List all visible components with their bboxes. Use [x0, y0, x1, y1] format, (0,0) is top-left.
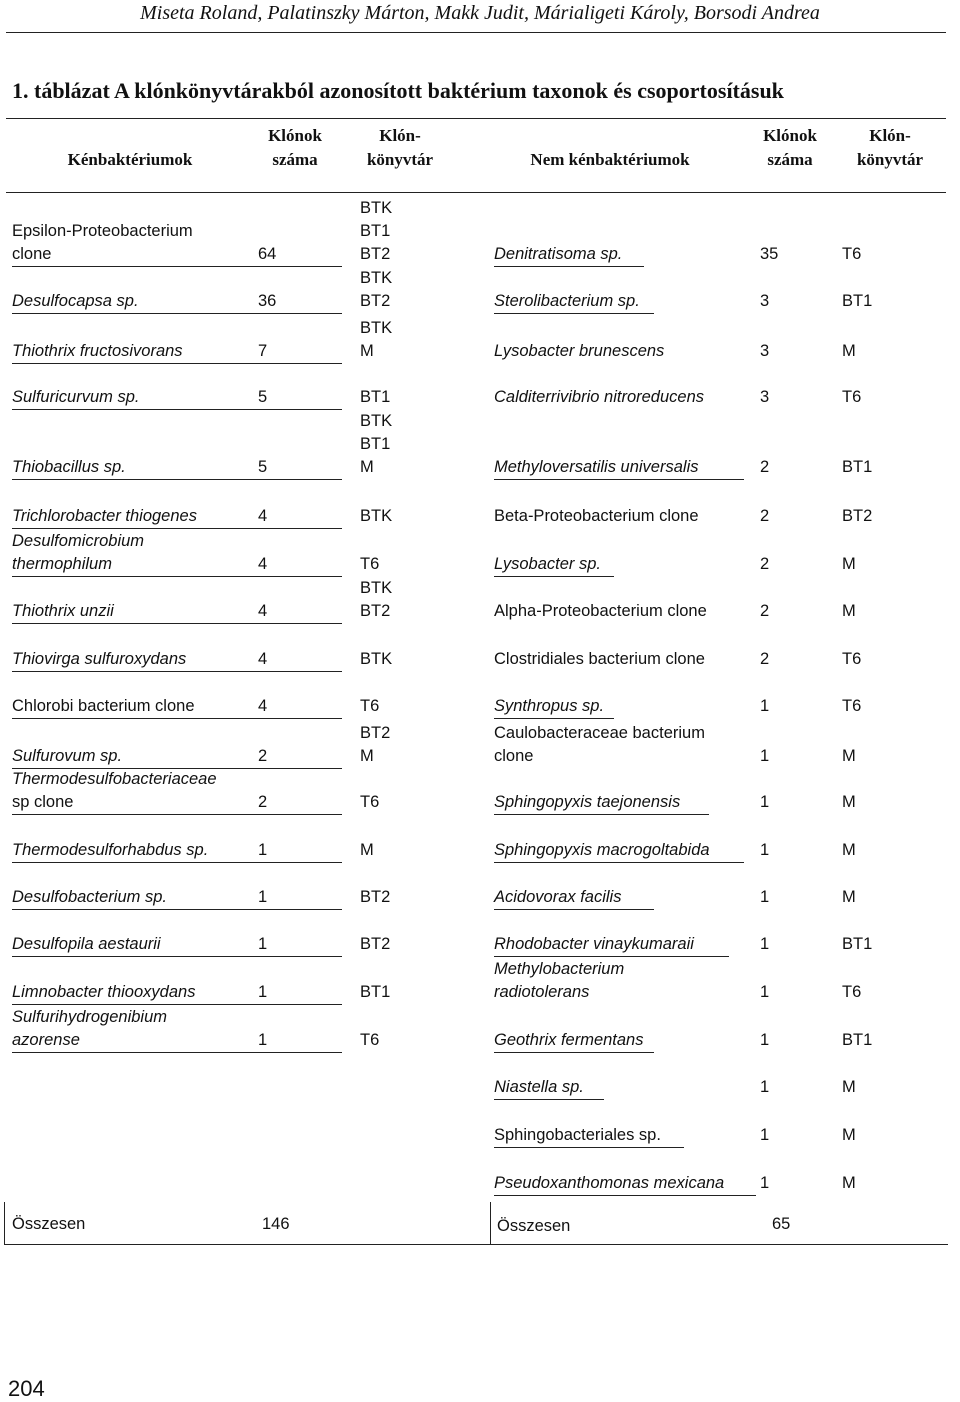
left-taxon-name-cont: thermophilum [12, 555, 112, 573]
right-library: M [842, 841, 856, 859]
row-underline [494, 718, 614, 719]
right-clone-count: 1 [760, 841, 770, 859]
row-underline [12, 479, 342, 480]
left-library: T6 [360, 1031, 380, 1049]
right-taxon-name: Beta-Proteobacterium clone [494, 507, 699, 525]
right-taxon-name: Sterolibacterium sp. [494, 292, 640, 310]
right-library: M [842, 1174, 856, 1192]
left-library: BTK [360, 412, 393, 430]
right-clone-count: 1 [760, 983, 770, 1001]
right-taxon-name: Denitratisoma sp. [494, 245, 623, 263]
table-header-rule [6, 192, 946, 193]
right-taxon-name-cont: radiotolerans [494, 983, 590, 1001]
left-clone-count: 4 [258, 650, 268, 668]
table-bottom-rule [4, 1244, 948, 1245]
right-clone-count: 1 [760, 1174, 770, 1192]
table-title: 1. táblázat A klónkönyvtárakból azonosított baktérium taxonok és csoportosításuk [12, 78, 784, 103]
right-library: T6 [842, 650, 862, 668]
header-right-taxa: Nem kénbaktériumok [530, 150, 690, 169]
right-clone-count: 1 [760, 888, 770, 906]
left-clone-count: 1 [258, 1031, 268, 1049]
left-clone-count: 7 [258, 342, 268, 360]
left-total-label: Összesen [12, 1215, 86, 1233]
right-clone-count: 3 [760, 388, 770, 406]
row-underline [12, 1004, 342, 1005]
right-clone-count: 3 [760, 292, 770, 310]
row-underline [12, 718, 342, 719]
row-underline [494, 1195, 756, 1196]
left-taxon-name: Thermodesulfobacteriaceae [12, 770, 217, 788]
right-library: M [842, 888, 856, 906]
header-rule [6, 32, 946, 33]
right-library: T6 [842, 697, 862, 715]
right-taxon-name: Acidovorax facilis [494, 888, 622, 906]
left-library: BT1 [360, 435, 391, 453]
left-taxon-name: Desulfomicrobium [12, 532, 145, 550]
right-taxon-name: Sphingopyxis macrogoltabida [494, 841, 710, 859]
row-underline [494, 313, 654, 314]
right-taxon-name: Methyloversatilis universalis [494, 458, 699, 476]
right-library: M [842, 1126, 856, 1144]
left-clone-count: 1 [258, 983, 268, 1001]
right-clone-count: 1 [760, 747, 770, 765]
left-taxon-name-cont: clone [12, 245, 52, 263]
header-left-library-line1: Klón- [379, 126, 421, 145]
right-taxon-name: Caulobacteraceae bacterium [494, 724, 705, 742]
right-library: M [842, 555, 856, 573]
left-library: BTK [360, 579, 393, 597]
left-library: M [360, 342, 374, 360]
left-clone-count: 4 [258, 555, 268, 573]
right-library: M [842, 602, 856, 620]
row-underline [12, 363, 342, 364]
right-clone-count: 1 [760, 697, 770, 715]
row-underline [494, 956, 729, 957]
right-taxon-name: Rhodobacter vinaykumaraii [494, 935, 694, 953]
row-underline [12, 266, 342, 267]
left-taxon-name: Epsilon-Proteobacterium [12, 222, 193, 240]
left-library: BT2 [360, 935, 391, 953]
right-clone-count: 1 [760, 793, 770, 811]
right-taxon-name: Calditerrivibrio nitroreducens [494, 388, 705, 406]
left-library: BTK [360, 269, 393, 287]
row-underline [494, 1052, 654, 1053]
left-taxon-name: Desulfobacterium sp. [12, 888, 167, 906]
header-right-library-line1: Klón- [869, 126, 911, 145]
right-library: BT2 [842, 507, 873, 525]
right-clone-count: 35 [760, 245, 779, 263]
right-total-label: Összesen [497, 1217, 571, 1235]
left-taxon-name: Sulfurihydrogenibium [12, 1008, 168, 1026]
left-library: BT1 [360, 983, 391, 1001]
left-taxon-name: Thiothrix unzii [12, 602, 114, 620]
left-library: BTK [360, 650, 393, 668]
right-total-count: 65 [772, 1215, 791, 1233]
right-library: T6 [842, 983, 862, 1001]
left-library: BTK [360, 507, 393, 525]
right-taxon-name: Lysobacter brunescens [494, 342, 665, 360]
right-library: BT1 [842, 1031, 873, 1049]
left-library: T6 [360, 555, 380, 573]
right-library: M [842, 793, 856, 811]
right-clone-count: 2 [760, 458, 770, 476]
left-taxon-name-cont: azorense [12, 1031, 80, 1049]
left-library: BT2 [360, 724, 391, 742]
right-clone-count: 1 [760, 1126, 770, 1144]
table-top-rule [6, 118, 946, 119]
row-underline [12, 956, 342, 957]
left-taxon-name: Sulfurovum sp. [12, 747, 123, 765]
left-clone-count: 4 [258, 697, 268, 715]
left-taxon-name-cont: sp clone [12, 793, 74, 811]
left-clone-count: 4 [258, 602, 268, 620]
left-library: T6 [360, 697, 380, 715]
right-clone-count: 1 [760, 1078, 770, 1096]
left-taxon-name: Chlorobi bacterium clone [12, 697, 195, 715]
row-underline [494, 814, 709, 815]
right-taxon-name: Sphingopyxis taejonensis [494, 793, 681, 811]
right-library: M [842, 1078, 856, 1096]
left-taxon-name: Sulfuricurvum sp. [12, 388, 140, 406]
right-clone-count: 2 [760, 555, 770, 573]
row-underline [494, 862, 744, 863]
left-library: BT2 [360, 292, 391, 310]
left-taxon-name: Desulfopila aestaurii [12, 935, 161, 953]
left-taxon-name: Thermodesulforhabdus sp. [12, 841, 209, 859]
left-library: BT1 [360, 222, 391, 240]
header-left-taxa: Kénbaktériumok [67, 150, 193, 169]
right-library: BT1 [842, 458, 873, 476]
left-library: BTK [360, 319, 393, 337]
row-underline [494, 909, 654, 910]
left-taxon-name: Thiobacillus sp. [12, 458, 126, 476]
left-library: BT2 [360, 602, 391, 620]
left-clone-count: 1 [258, 935, 268, 953]
left-taxon-name: Desulfocapsa sp. [12, 292, 139, 310]
left-library: BT2 [360, 245, 391, 263]
row-underline [494, 1099, 604, 1100]
row-underline [12, 671, 342, 672]
right-clone-count: 1 [760, 935, 770, 953]
right-taxon-name: Clostridiales bacterium clone [494, 650, 705, 668]
page-number: 204 [8, 1376, 45, 1401]
row-underline [12, 814, 342, 815]
right-library: M [842, 342, 856, 360]
right-taxon-name: Lysobacter sp. [494, 555, 602, 573]
row-underline [12, 1052, 342, 1053]
left-taxon-name: Thiovirga sulfuroxydans [12, 650, 187, 668]
left-clone-count: 2 [258, 747, 268, 765]
right-library: M [842, 747, 856, 765]
row-underline [12, 313, 342, 314]
right-library: BT1 [842, 935, 873, 953]
right-library: T6 [842, 245, 862, 263]
row-underline [12, 409, 342, 410]
left-total-count: 146 [262, 1215, 290, 1233]
row-underline [494, 266, 644, 267]
header-left-count-line2: száma [272, 150, 318, 169]
left-clone-count: 2 [258, 793, 268, 811]
right-taxon-name: Methylobacterium [494, 960, 625, 978]
right-clone-count: 3 [760, 342, 770, 360]
left-taxon-name: Trichlorobacter thiogenes [12, 507, 197, 525]
left-clone-count: 4 [258, 507, 268, 525]
left-clone-count: 36 [258, 292, 277, 310]
row-underline [12, 623, 342, 624]
row-underline [12, 528, 342, 529]
running-head: Miseta Roland, Palatinszky Márton, Makk Judit, Márialigeti Károly, Borsodi Andrea [140, 2, 820, 24]
row-underline [12, 862, 342, 863]
right-taxon-name: Niastella sp. [494, 1078, 584, 1096]
header-left-count-line1: Klónok [268, 126, 322, 145]
left-library: M [360, 747, 374, 765]
right-clone-count: 1 [760, 1031, 770, 1049]
header-right-count-line2: száma [767, 150, 813, 169]
header-right-library-line2: könyvtár [856, 150, 924, 169]
left-library: T6 [360, 793, 380, 811]
right-taxon-name: Sphingobacteriales sp. [494, 1126, 661, 1144]
left-taxon-name: Thiothrix fructosivorans [12, 342, 183, 360]
left-library: M [360, 458, 374, 476]
left-library: BTK [360, 199, 393, 217]
right-library: T6 [842, 388, 862, 406]
row-underline [494, 479, 744, 480]
left-library: M [360, 841, 374, 859]
right-library: BT1 [842, 292, 873, 310]
header-right-count-line1: Klónok [763, 126, 817, 145]
right-clone-count: 2 [760, 602, 770, 620]
right-clone-count: 2 [760, 650, 770, 668]
right-taxon-name: Pseudoxanthomonas mexicana [494, 1174, 725, 1192]
left-clone-count: 1 [258, 888, 268, 906]
row-underline [494, 576, 614, 577]
right-taxon-name: Geothrix fermentans [494, 1031, 644, 1049]
right-taxon-name: Alpha-Proteobacterium clone [494, 602, 707, 620]
left-library: BT1 [360, 388, 391, 406]
row-underline [12, 909, 342, 910]
left-clone-count: 64 [258, 245, 277, 263]
left-taxon-name: Limnobacter thiooxydans [12, 983, 196, 1001]
row-underline [12, 576, 342, 577]
header-left-library-line2: könyvtár [366, 150, 434, 169]
row-underline [494, 1147, 684, 1148]
left-library: BT2 [360, 888, 391, 906]
right-taxon-name-cont: clone [494, 747, 534, 765]
total-box-divider [490, 1202, 491, 1244]
right-clone-count: 2 [760, 507, 770, 525]
left-clone-count: 5 [258, 458, 268, 476]
total-box-left-edge [4, 1202, 5, 1244]
right-taxon-name: Synthropus sp. [494, 697, 605, 715]
left-clone-count: 1 [258, 841, 268, 859]
left-clone-count: 5 [258, 388, 268, 406]
